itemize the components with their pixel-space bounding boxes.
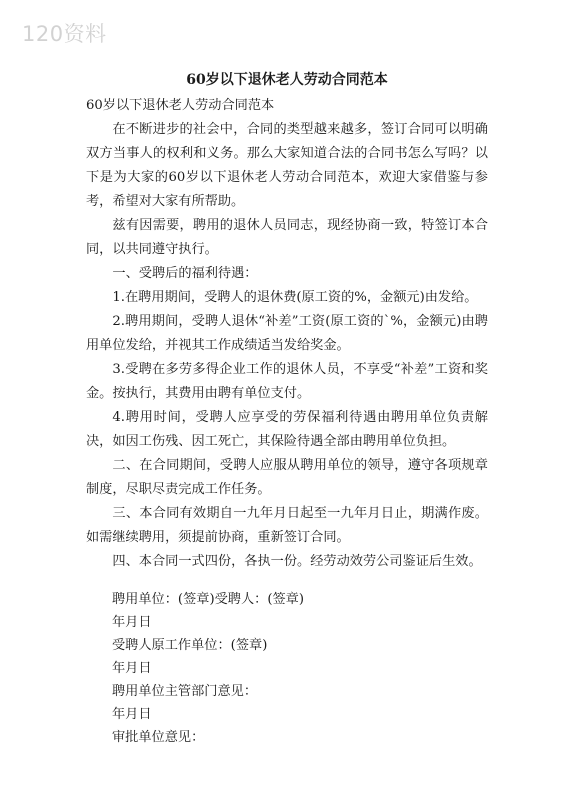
clause-1-3: 3.受聘在多劳多得企业工作的退休人员，不享受“补差”工资和奖金。按执行，其费用由聘有单位支付。 [86,362,488,401]
clause-4: 四、本合同一式四份，各执一份。经劳动效劳公司鉴证后生效。 [112,554,482,569]
document-page [86,70,488,749]
document-title: 60岁以下退休老人劳动合同范本 [186,72,388,88]
clause-1-2: 2.聘用期间，受聘人退休“补差”工资(原工资的`%，金额元)由聘用单位发给，并视其工作成绩适当发给奖金。 [86,314,488,353]
clause-3: 三、本合同有效期自一九年月日起至一九年月日止，期满作废。如需继续聘用，须提前协商，重新签订合同。 [86,506,488,545]
document-subtitle: 60岁以下退休老人劳动合同范本 [86,98,275,113]
clause-1-4: 4.聘用时间，受聘人应享受的劳保福利待遇由聘用单位负责解决，如因工伤残、因工死亡，其保险待遇全部由聘用单位负担。 [86,410,488,449]
clause-2: 二、在合同期间，受聘人应服从聘用单位的领导，遵守各项规章制度，尽职尽责完成工作任务。 [86,458,488,497]
signature-date: 年月日 [112,615,152,630]
signature-original-employer: 受聘人原工作单位：(签章) [112,638,268,653]
watermark-logo: 120资料 [22,22,107,46]
clause-heading-1: 一、受聘后的福利待遇： [112,266,258,281]
paragraph-preamble: 兹有因需要，聘用的退休人员同志，现经协商一致，特签订本合同，以共同遵守执行。 [86,218,488,257]
section-gap [86,574,488,588]
signature-date: 年月日 [112,661,152,676]
paragraph-intro: 在不断进步的社会中，合同的类型越来越多，签订合同可以明确双方当事人的权利和义务。那么大家知道合法的合同书怎么写吗？以下是为大家的60岁以下退休老人劳动合同范本，欢迎大家借鉴与参考，希望对大家有所帮助。 [86,122,488,209]
signature-date: 年月日 [112,707,152,722]
signature-employer: 聘用单位：(签章)受聘人：(签章) [112,592,305,607]
signature-approval-opinion: 审批单位意见： [112,730,205,745]
clause-1-1: 1.在聘用期间，受聘人的退休费(原工资的%，金额元)由发给。 [112,290,478,305]
signature-supervisor-opinion: 聘用单位主管部门意见： [112,684,258,699]
